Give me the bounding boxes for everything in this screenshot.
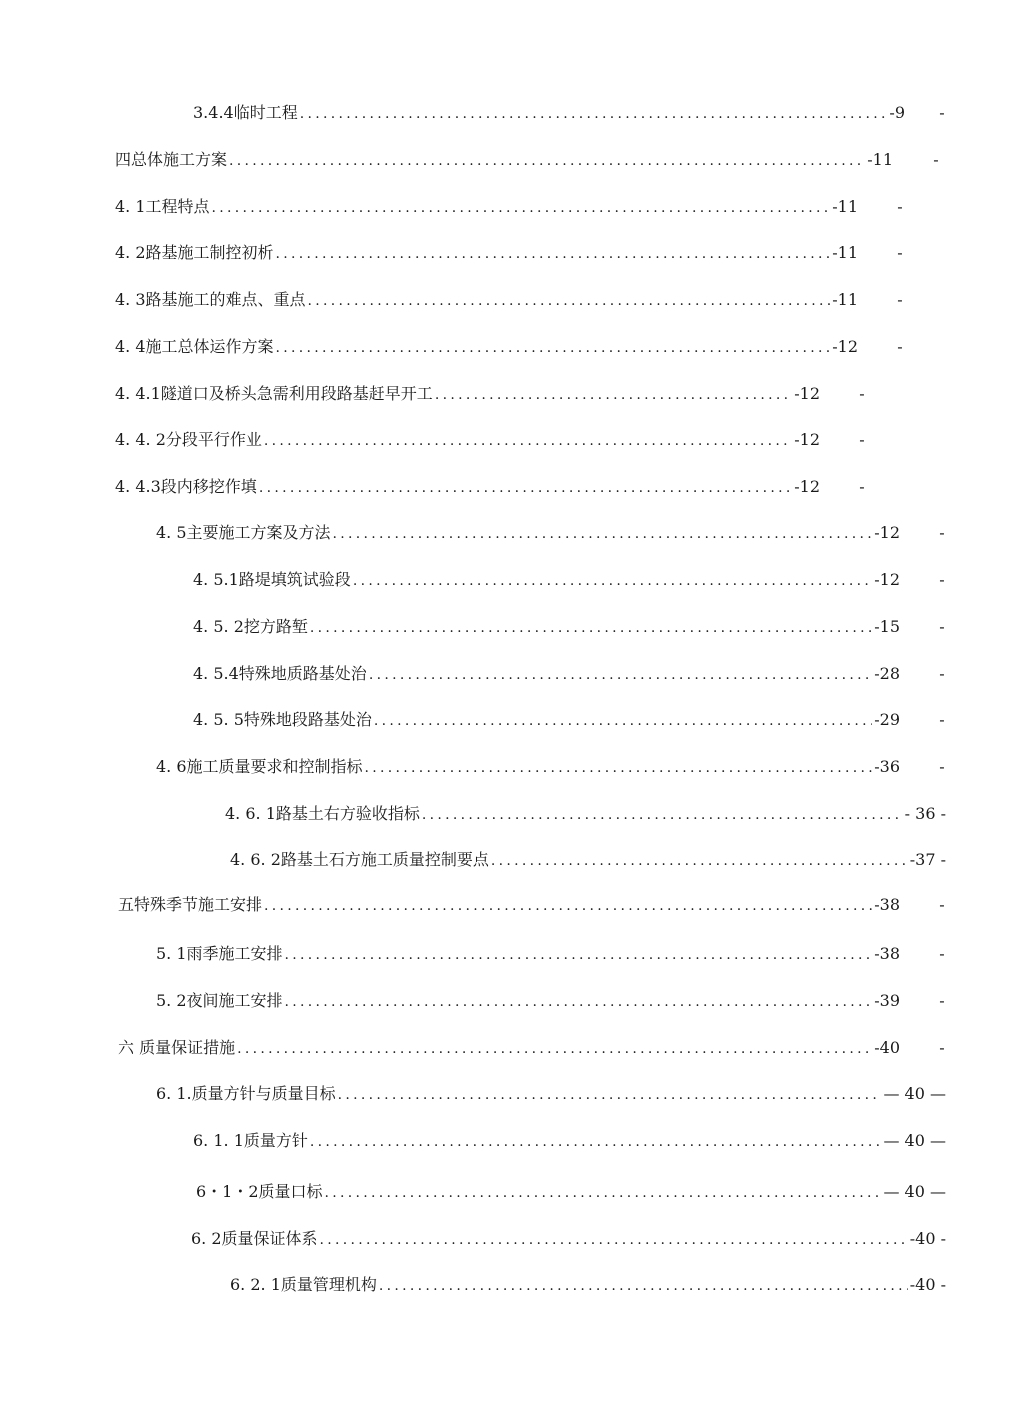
toc-entry-label: 4. 3路基施工的难点、重点 xyxy=(115,290,306,309)
toc-entry-page: -38 xyxy=(874,895,900,914)
toc-entry-tail: - xyxy=(939,664,945,683)
toc-dot-leader xyxy=(308,289,831,313)
toc-entry-page: -12 xyxy=(874,523,900,542)
toc-entry-label: 4. 2路基施工制控初析 xyxy=(115,243,274,262)
toc-entry[interactable] xyxy=(156,989,900,1013)
toc-dot-leader xyxy=(310,616,872,640)
toc-entry-label: 4. 5.4特殊地质路基处治 xyxy=(193,664,367,683)
toc-entry-page: -40 xyxy=(874,1038,900,1057)
toc-entry[interactable] xyxy=(230,1273,946,1297)
toc-entry-label: 4. 4.3段内移挖作填 xyxy=(115,477,257,496)
toc-entry-tail: - xyxy=(897,337,903,356)
toc-entry-tail: - xyxy=(897,290,903,309)
toc-entry[interactable] xyxy=(115,475,820,499)
toc-dot-leader xyxy=(276,242,831,266)
toc-dot-leader xyxy=(422,803,903,827)
toc-entry-label: 4. 6. 2路基土石方施工质量控制要点 xyxy=(230,850,489,869)
toc-dot-leader xyxy=(285,990,873,1014)
toc-entry[interactable] xyxy=(193,708,900,732)
toc-dot-leader xyxy=(300,102,888,126)
toc-dot-leader xyxy=(365,756,873,780)
toc-entry-label: 4. 4. 2分段平行作业 xyxy=(115,430,262,449)
toc-entry[interactable] xyxy=(193,615,900,639)
toc-entry[interactable] xyxy=(225,802,946,826)
toc-entry[interactable] xyxy=(115,195,858,219)
toc-entry-label: 4. 4.1隧道口及桥头急需利用段路基赶早开工 xyxy=(115,384,433,403)
toc-entry-label: 六 质量保证措施 xyxy=(118,1038,236,1057)
toc-entry-label: 6. 1.质量方针与质量目标 xyxy=(156,1084,336,1103)
toc-dot-leader xyxy=(212,196,831,220)
toc-dot-leader xyxy=(264,429,792,453)
toc-entry[interactable] xyxy=(115,382,820,406)
toc-dot-leader xyxy=(379,1274,908,1298)
toc-entry-tail: - xyxy=(939,757,945,776)
toc-entry-page: -11 xyxy=(832,197,858,216)
toc-dot-leader xyxy=(264,894,872,918)
toc-entry[interactable] xyxy=(118,1036,900,1060)
toc-dot-leader xyxy=(237,1037,872,1061)
toc-entry-tail: - xyxy=(939,570,945,589)
toc-entry-label: 6・1・2质量口标 xyxy=(196,1182,323,1201)
toc-entry-page: — 40 — xyxy=(883,1084,946,1103)
toc-entry[interactable] xyxy=(115,335,858,359)
toc-entry-tail: - xyxy=(859,477,865,496)
toc-entry-label: 3.4.4临时工程 xyxy=(193,103,298,122)
toc-entry-page: -12 xyxy=(794,384,820,403)
toc-entry[interactable] xyxy=(193,662,900,686)
toc-entry[interactable] xyxy=(191,1227,946,1251)
toc-entry-page: — 40 — xyxy=(883,1182,946,1201)
toc-entry[interactable] xyxy=(115,148,893,172)
toc-entry-tail: - xyxy=(933,150,939,169)
toc-entry-tail: - xyxy=(939,523,945,542)
toc-dot-leader xyxy=(435,383,792,407)
toc-entry[interactable] xyxy=(193,568,900,592)
toc-dot-leader xyxy=(369,663,872,687)
toc-entry-tail: - xyxy=(939,617,945,636)
toc-dot-leader xyxy=(338,1083,882,1107)
toc-dot-leader xyxy=(229,149,865,173)
toc-dot-leader xyxy=(259,476,792,500)
toc-entry-label: 四总体施工方案 xyxy=(115,150,228,169)
toc-entry-page: -12 xyxy=(794,477,820,496)
toc-entry-page: -40 - xyxy=(909,1229,946,1248)
toc-entry-page: -12 xyxy=(794,430,820,449)
toc-entry-label: 4. 5. 2挖方路堑 xyxy=(193,617,308,636)
toc-dot-leader xyxy=(333,522,873,546)
toc-entry-page: -40 - xyxy=(909,1275,946,1294)
toc-entry[interactable] xyxy=(156,755,900,779)
toc-entry[interactable] xyxy=(115,428,820,452)
toc-entry-page: -38 xyxy=(874,944,900,963)
toc-entry-page: -29 xyxy=(874,710,900,729)
toc-entry-label: 5. 1雨季施工安排 xyxy=(156,944,283,963)
toc-dot-leader xyxy=(374,709,872,733)
toc-entry-label: 4. 6施工质量要求和控制指标 xyxy=(156,757,363,776)
toc-entry-label: 五特殊季节施工安排 xyxy=(118,895,263,914)
toc-entry-tail: - xyxy=(859,430,865,449)
toc-dot-leader xyxy=(276,336,831,360)
toc-dot-leader xyxy=(310,1130,882,1154)
toc-entry-tail: - xyxy=(897,243,903,262)
toc-entry-page: -9 xyxy=(889,103,905,122)
toc-entry-label: 4. 5主要施工方案及方法 xyxy=(156,523,331,542)
toc-entry-page: -12 xyxy=(832,337,858,356)
toc-entry-tail: - xyxy=(859,384,865,403)
toc-entry-tail: - xyxy=(939,944,945,963)
toc-entry[interactable] xyxy=(193,101,905,125)
toc-entry-label: 6. 2质量保证体系 xyxy=(191,1229,318,1248)
toc-entry-label: 6. 1. 1质量方针 xyxy=(193,1131,308,1150)
toc-entry-page: -11 xyxy=(832,290,858,309)
toc-entry[interactable] xyxy=(115,241,858,265)
toc-dot-leader xyxy=(320,1228,908,1252)
toc-entry-tail: - xyxy=(939,103,945,122)
toc-dot-leader xyxy=(325,1181,882,1205)
toc-entry-page: -11 xyxy=(867,150,893,169)
toc-entry-label: 4. 4施工总体运作方案 xyxy=(115,337,274,356)
toc-entry[interactable] xyxy=(115,288,858,312)
toc-entry[interactable] xyxy=(196,1180,946,1204)
toc-entry-page: -15 xyxy=(874,617,900,636)
toc-entry-page: - 36 - xyxy=(904,804,946,823)
toc-entry[interactable] xyxy=(156,521,900,545)
toc-entry[interactable] xyxy=(118,893,900,917)
toc-entry-label: 4. 1工程特点 xyxy=(115,197,210,216)
toc-entry-tail: - xyxy=(939,710,945,729)
toc-dot-leader xyxy=(285,943,873,967)
toc-entry[interactable] xyxy=(156,942,900,966)
toc-entry-page: -28 xyxy=(874,664,900,683)
toc-entry-tail: - xyxy=(897,197,903,216)
toc-entry-label: 4. 6. 1路基土右方验收指标 xyxy=(225,804,420,823)
toc-entry-label: 4. 5. 5特殊地段路基处治 xyxy=(193,710,372,729)
toc-entry-tail: - xyxy=(939,1038,945,1057)
toc-entry-page: -11 xyxy=(832,243,858,262)
toc-dot-leader xyxy=(353,569,872,593)
toc-entry-page: -36 xyxy=(874,757,900,776)
toc-entry-page: -37 - xyxy=(909,850,946,869)
toc-entry[interactable] xyxy=(230,848,946,872)
toc-entry-page: -12 xyxy=(874,570,900,589)
toc-entry-tail: - xyxy=(939,991,945,1010)
toc-entry-page: — 40 — xyxy=(883,1131,946,1150)
toc-entry[interactable] xyxy=(156,1082,946,1106)
toc-entry-tail: - xyxy=(939,895,945,914)
toc-entry-page: -39 xyxy=(874,991,900,1010)
toc-entry[interactable] xyxy=(193,1129,946,1153)
toc-dot-leader xyxy=(491,849,908,873)
toc-entry-label: 4. 5.1路堤填筑试验段 xyxy=(193,570,351,589)
toc-entry-label: 6. 2. 1质量管理机构 xyxy=(230,1275,377,1294)
toc-entry-label: 5. 2夜间施工安排 xyxy=(156,991,283,1010)
